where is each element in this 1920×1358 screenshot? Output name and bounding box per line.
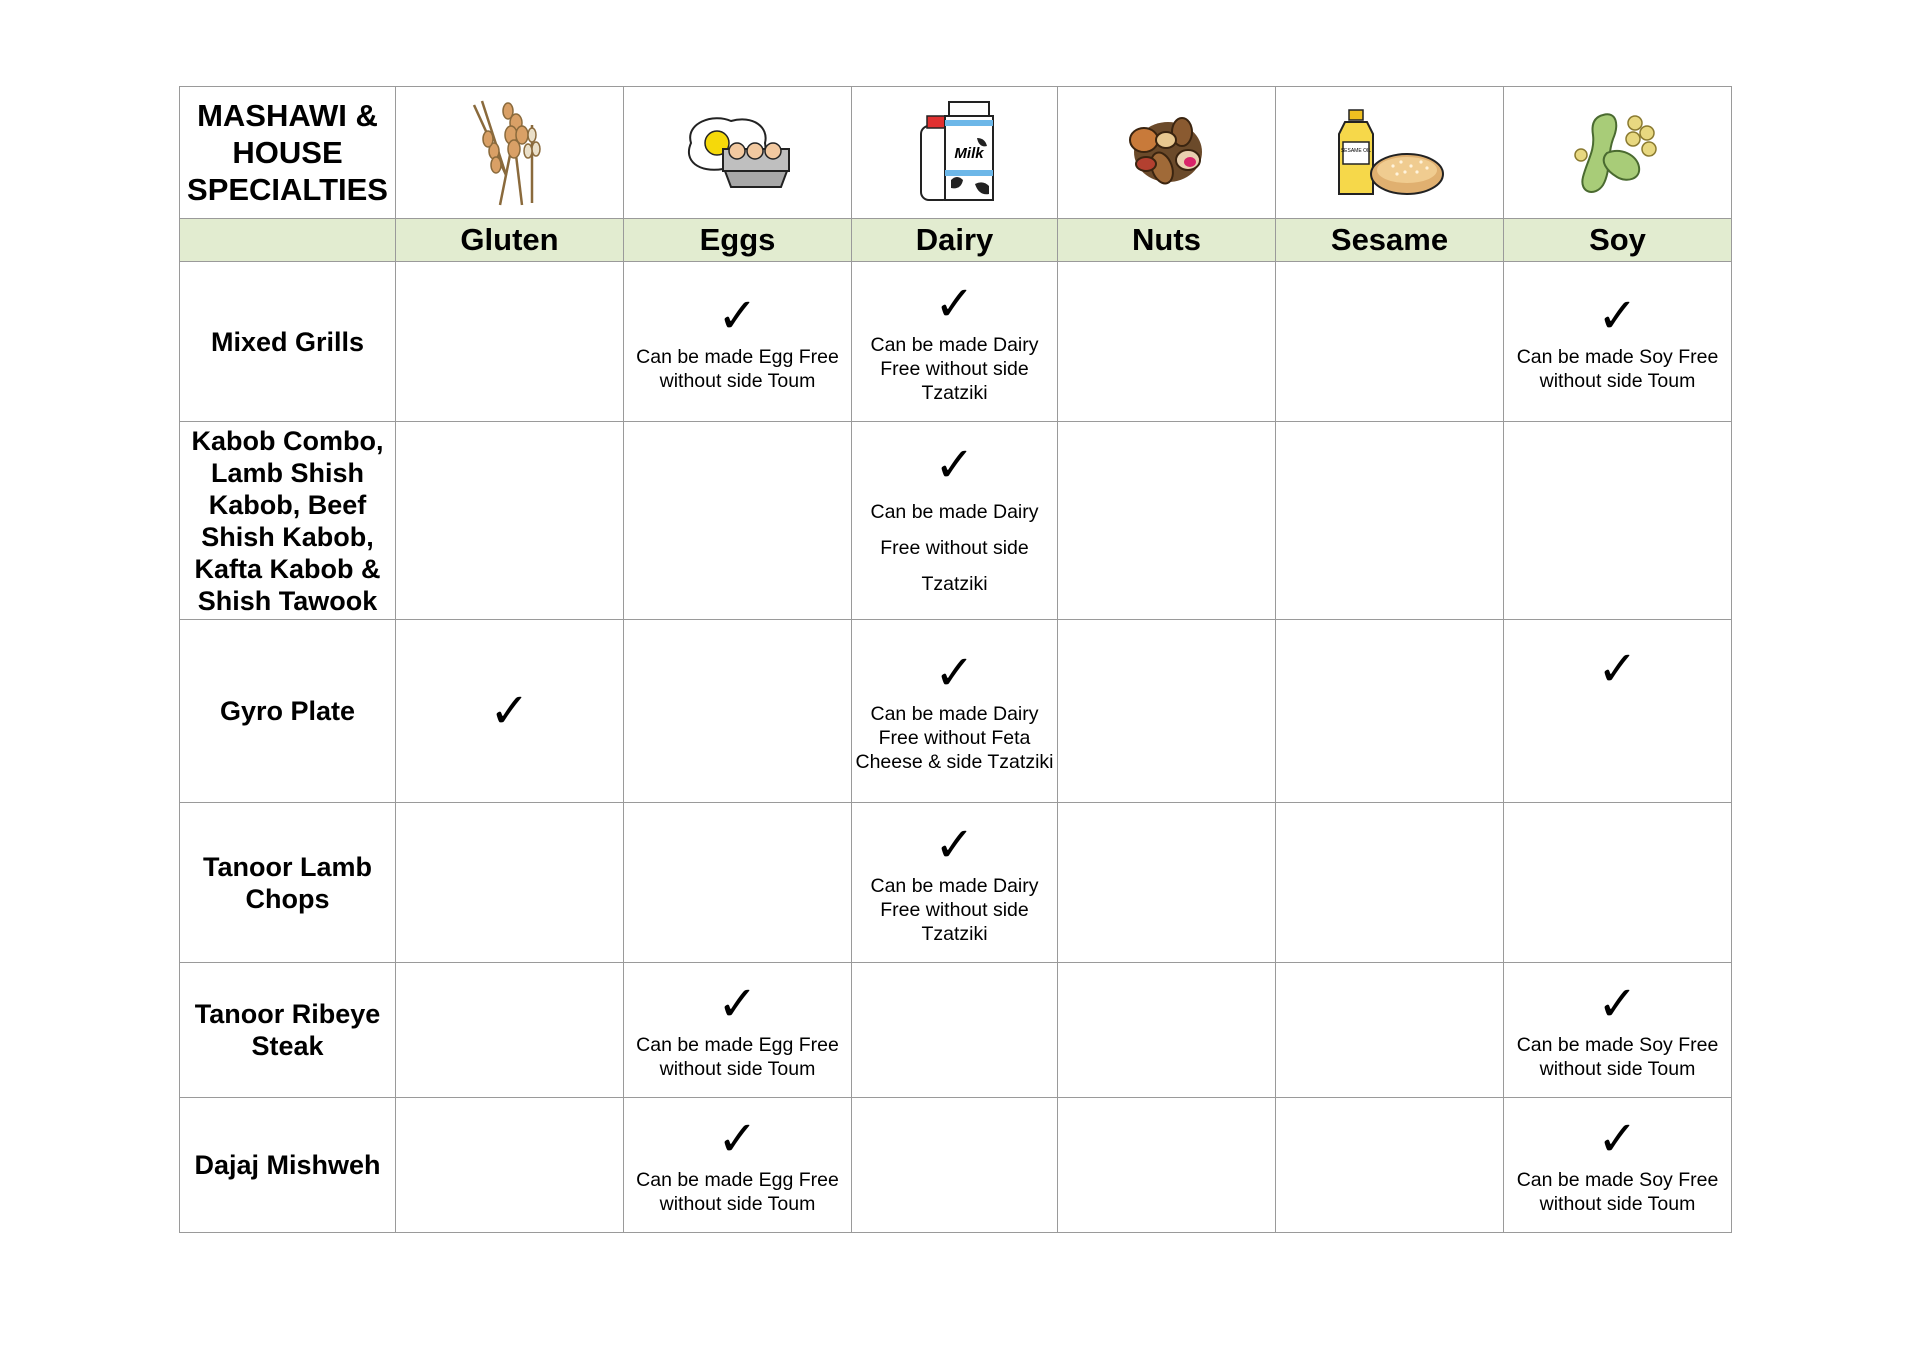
allergen-note: Can be made Dairy Free without Feta Cheese & side Tzatziki	[855, 703, 1054, 773]
check-mark-icon: ✓	[1597, 976, 1638, 1032]
dairy-cell	[852, 262, 1058, 422]
gluten-cell	[396, 1098, 624, 1233]
eggs-cell	[624, 803, 852, 963]
allergen-note: Can be made Egg Free without side Toum	[636, 1034, 839, 1080]
allergen-note: Can be made Dairy Free without side Tzatziki	[870, 874, 1039, 945]
wheat-icon	[470, 95, 550, 210]
sesame-cell	[1276, 803, 1504, 963]
gluten-cell	[396, 963, 624, 1098]
table-row	[180, 262, 1732, 422]
soy-cell	[1504, 262, 1732, 422]
soy-icon-cell	[1504, 87, 1732, 219]
column-header-nuts: Nuts	[1058, 219, 1276, 262]
check-mark-icon: ✓	[1597, 1111, 1638, 1167]
check-mark-icon: ✓	[1597, 287, 1638, 344]
table-row	[180, 963, 1732, 1098]
check-mark-icon: ✓	[934, 816, 975, 873]
gluten-cell	[396, 422, 624, 620]
sesame-cell	[1276, 963, 1504, 1098]
egg-carton-icon	[683, 113, 793, 193]
check-mark-icon: ✓	[489, 683, 530, 739]
allergen-header-row	[180, 219, 1732, 262]
soy-cell	[1504, 963, 1732, 1098]
nuts-cell	[1058, 1098, 1276, 1233]
gluten-cell	[396, 620, 624, 803]
check-mark-icon: ✓	[1597, 641, 1638, 697]
eggs-cell	[624, 1098, 852, 1233]
dairy-icon-cell	[852, 87, 1058, 219]
check-mark-icon: ✓	[717, 976, 758, 1032]
nuts-icon-cell	[1058, 87, 1276, 219]
gluten-cell	[396, 803, 624, 963]
dairy-cell	[852, 803, 1058, 963]
table-row	[180, 803, 1732, 963]
nuts-cell	[1058, 963, 1276, 1098]
column-header-gluten: Gluten	[396, 219, 624, 262]
check-mark-icon: ✓	[717, 1111, 758, 1167]
allergen-note: Can be made Soy Free without side Toum	[1516, 345, 1719, 392]
eggs-icon-cell	[624, 87, 852, 219]
soy-cell	[1504, 803, 1732, 963]
sesame-icon-cell	[1276, 87, 1504, 219]
dish-name: Tanoor Ribeye Steak	[180, 963, 396, 1098]
table-row	[180, 1098, 1732, 1233]
svg-text:Milk: Milk	[953, 145, 984, 162]
allergen-table	[179, 86, 1732, 1233]
nuts-icon	[1122, 110, 1212, 195]
soy-cell	[1504, 1098, 1732, 1233]
allergen-note: Can be made Dairy Free without side Tzatziki	[870, 333, 1039, 404]
sesame-oil-bread-icon	[1335, 108, 1445, 198]
check-mark-icon: ✓	[717, 287, 758, 344]
dish-name: Kabob Combo, Lamb Shish Kabob, Beef Shish Kabob, Kafta Kabob & Shish Tawook	[180, 422, 396, 620]
allergen-note: Can be made Soy Free without side Toum	[1516, 1169, 1719, 1215]
menu-title: MASHAWI & HOUSE SPECIALTIES	[180, 87, 396, 219]
dairy-cell	[852, 963, 1058, 1098]
dish-name: Tanoor Lamb Chops	[180, 803, 396, 963]
table-row	[180, 422, 1732, 620]
sesame-cell	[1276, 620, 1504, 803]
eggs-cell	[624, 262, 852, 422]
nuts-cell	[1058, 620, 1276, 803]
soy-cell	[1504, 620, 1732, 803]
dish-name: Gyro Plate	[180, 620, 396, 803]
nuts-cell	[1058, 803, 1276, 963]
dairy-cell	[852, 620, 1058, 803]
dish-name: Mixed Grills	[180, 262, 396, 422]
dish-name: Dajaj Mishweh	[180, 1098, 396, 1233]
sesame-cell	[1276, 1098, 1504, 1233]
nuts-cell	[1058, 422, 1276, 620]
allergen-note: Can be made Egg Free without side Toum	[636, 345, 839, 392]
milk-icon	[915, 100, 995, 205]
allergen-note: Can be made Dairy Free without side Tzatziki	[870, 500, 1039, 595]
nuts-cell	[1058, 262, 1276, 422]
eggs-cell	[624, 963, 852, 1098]
gluten-cell	[396, 262, 624, 422]
allergen-note: Can be made Egg Free without side Toum	[636, 1169, 839, 1215]
column-header-dairy: Dairy	[852, 219, 1058, 262]
column-header-sesame: Sesame	[1276, 219, 1504, 262]
dairy-cell	[852, 422, 1058, 620]
allergen-note: Can be made Soy Free without side Toum	[1516, 1034, 1719, 1080]
column-header-eggs: Eggs	[624, 219, 852, 262]
sesame-cell	[1276, 422, 1504, 620]
soy-cell	[1504, 422, 1732, 620]
dairy-cell	[852, 1098, 1058, 1233]
soybean-icon	[1573, 105, 1663, 200]
table-row	[180, 620, 1732, 803]
column-header-soy: Soy	[1504, 219, 1732, 262]
eggs-cell	[624, 422, 852, 620]
sesame-cell	[1276, 262, 1504, 422]
header-empty-cell	[180, 219, 396, 262]
icon-row	[180, 87, 1732, 219]
eggs-cell	[624, 620, 852, 803]
check-mark-icon: ✓	[934, 275, 975, 332]
gluten-icon-cell	[396, 87, 624, 219]
check-mark-icon: ✓	[934, 645, 975, 701]
check-mark-icon: ✓	[934, 436, 975, 493]
svg-text:SESAME OIL: SESAME OIL	[1340, 147, 1371, 154]
